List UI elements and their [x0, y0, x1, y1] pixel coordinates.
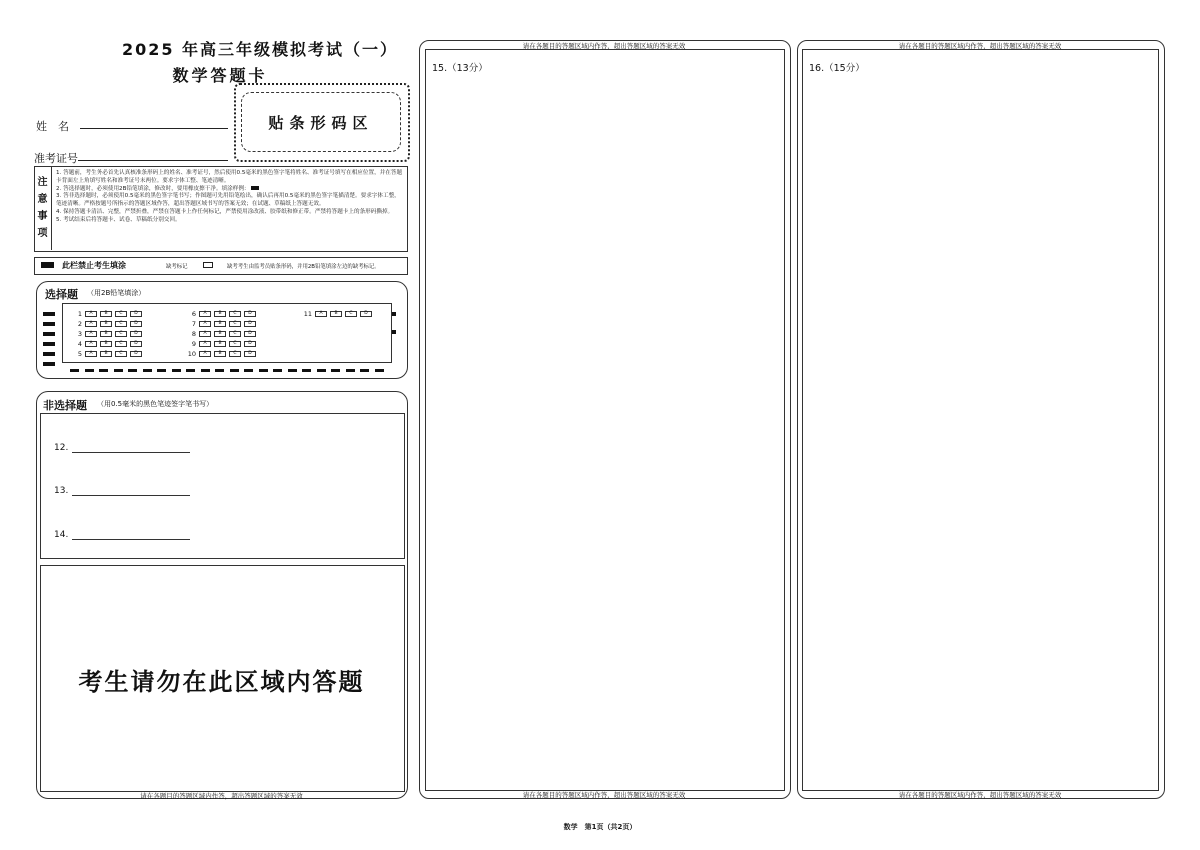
mc-option-bubble[interactable]: D: [130, 341, 142, 347]
notes-heading-char: 意: [37, 194, 48, 205]
mc-question-row: [72, 330, 142, 338]
timing-mark: [186, 369, 195, 372]
timing-mark: [346, 369, 355, 372]
exam-id-field[interactable]: [78, 160, 228, 161]
timing-mark: [302, 369, 311, 372]
timing-mark: [360, 369, 369, 372]
mc-option-bubble[interactable]: B: [214, 331, 226, 337]
mc-option-bubble[interactable]: C: [229, 351, 241, 357]
notes-heading-char: 项: [37, 228, 48, 239]
fill-in-answer-line[interactable]: [72, 539, 190, 540]
outside-area-warning: 请在各题目的答题区域内作答，超出答题区域的答案无效: [898, 791, 1062, 799]
mc-option-bubble[interactable]: A: [199, 341, 211, 347]
exam-id-label: 准考证号: [34, 152, 78, 165]
mc-option-bubble[interactable]: C: [229, 321, 241, 327]
mc-question-number: 8: [191, 330, 196, 338]
mc-option-bubble[interactable]: D: [130, 351, 142, 357]
mc-question-number: 11: [303, 310, 312, 318]
mc-question-row: [186, 350, 256, 358]
fill-in-box: [40, 413, 405, 559]
missing-mark-note: 缺考考生由监考员贴条形码，并用2B铅笔填涂左边的缺考标记。: [227, 264, 380, 270]
mc-option-bubble[interactable]: D: [244, 351, 256, 357]
mc-option-bubble[interactable]: A: [85, 321, 97, 327]
notes-heading-char: 注: [37, 177, 48, 188]
timing-mark: [114, 369, 123, 372]
multiple-choice-note: （用2B铅笔填涂）: [87, 289, 146, 297]
mc-option-bubble[interactable]: B: [214, 341, 226, 347]
mc-option-bubble[interactable]: A: [199, 321, 211, 327]
mc-question-row: [72, 350, 142, 358]
mc-option-bubble[interactable]: D: [130, 331, 142, 337]
mc-option-bubble[interactable]: D: [130, 311, 142, 317]
fill-in-number: 14.: [54, 530, 69, 540]
missing-mark-box[interactable]: [203, 262, 213, 268]
note-item: 5. 考试结束后将答题卡、试卷、草稿纸分别交回。: [56, 216, 181, 223]
note-item: 3. 答非选择题时，必须使用0.5毫米的黑色签字笔书写；作图题可先用铅笔绘出，确认后再用0.5毫米的黑色签字笔描清楚。要求字体工整，笔迹清晰。严格按题号所指示的答题区域作答，超出答题区域书写的答案无效；在试题、草稿纸上答题无效。: [56, 193, 400, 208]
mc-option-bubble[interactable]: C: [115, 321, 127, 327]
non-choice-title: 非选择题: [43, 399, 87, 412]
mc-option-bubble[interactable]: D: [360, 311, 372, 317]
mc-questions: [72, 310, 382, 360]
outside-area-warning: 请在各题目的答题区域内作答，超出答题区域的答案无效: [140, 792, 303, 800]
mc-question-number: 3: [77, 330, 82, 338]
mc-option-bubble[interactable]: D: [244, 331, 256, 337]
timing-mark: [128, 369, 137, 372]
timing-mark: [43, 322, 55, 326]
mc-option-bubble[interactable]: D: [244, 321, 256, 327]
timing-mark: [172, 369, 181, 372]
note-item: 4. 保持答题卡清洁、完整，严禁折叠，严禁在答题卡上作任何标记，严禁使用涂改液、胶带纸和修正带。严禁将答题卡上的条形码撕掉。: [56, 208, 394, 215]
mc-question-number: 5: [77, 350, 82, 358]
mc-option-bubble[interactable]: D: [130, 321, 142, 327]
fill-in-number: 13.: [54, 486, 69, 496]
question-label-15: 15.（13分）: [432, 63, 488, 74]
timing-mark: [43, 342, 55, 346]
mc-option-bubble[interactable]: A: [199, 331, 211, 337]
timing-mark: [331, 369, 340, 372]
mc-question-number: 4: [77, 340, 82, 348]
timing-mark: [288, 369, 297, 372]
mc-question-number: 2: [77, 320, 82, 328]
forbidden-label: 此栏禁止考生填涂: [62, 261, 126, 270]
notes-heading-char: 事: [37, 211, 48, 222]
timing-mark: [375, 369, 384, 372]
name-field[interactable]: [80, 128, 228, 129]
mc-option-bubble[interactable]: B: [330, 311, 342, 317]
timing-mark: [99, 369, 108, 372]
mc-question-number: 9: [191, 340, 196, 348]
mc-option-bubble[interactable]: A: [85, 341, 97, 347]
no-answer-text: 考生请勿在此区域内答题: [78, 668, 365, 696]
timing-mark: [143, 369, 152, 372]
timing-mark: [43, 332, 55, 336]
card-subtitle: 数学答题卡: [172, 66, 268, 85]
mc-option-bubble[interactable]: D: [244, 311, 256, 317]
mc-option-bubble[interactable]: A: [199, 311, 211, 317]
mc-question-number: 1: [77, 310, 82, 318]
mc-question-row: [186, 310, 256, 318]
mc-option-bubble[interactable]: A: [85, 331, 97, 337]
mc-option-bubble[interactable]: C: [115, 351, 127, 357]
outside-area-warning: 请在各题目的答题区域内作答，超出答题区域的答案无效: [522, 42, 686, 50]
timing-mark: [70, 369, 79, 372]
mc-option-bubble[interactable]: C: [115, 331, 127, 337]
mc-question-number: 10: [187, 350, 196, 358]
non-choice-note: （用0.5毫米的黑色笔迹签字笔书写）: [97, 400, 214, 408]
outside-area-warning: 请在各题目的答题区域内作答，超出答题区域的答案无效: [522, 791, 686, 799]
mc-option-bubble[interactable]: A: [85, 351, 97, 357]
exam-title: 2025 年高三年级模拟考试（一）: [121, 40, 399, 59]
timing-mark: [157, 369, 166, 372]
note-item: 1. 答题前，考生务必首先认真核准条形码上的姓名、准考证号，然后使用0.5毫米的黑色签字笔将姓名、准考证号填写在相应位置，并在答题卡背面左上角填写姓名和准考证号末两位。要求字体工整、笔迹清晰。: [56, 170, 403, 184]
mc-option-bubble[interactable]: B: [100, 311, 112, 317]
timing-mark: [259, 369, 268, 372]
mc-question-number: 7: [191, 320, 196, 328]
mc-option-bubble[interactable]: B: [100, 331, 112, 337]
timing-bar: [70, 369, 390, 373]
mc-question-row: [302, 310, 372, 318]
barcode-label: 贴条形码区: [241, 92, 401, 152]
timing-mark: [317, 369, 326, 372]
mc-option-bubble[interactable]: B: [214, 351, 226, 357]
timing-mark: [392, 330, 396, 334]
fill-in-answer-line[interactable]: [72, 495, 190, 496]
mc-option-bubble[interactable]: C: [115, 311, 127, 317]
timing-mark: [201, 369, 210, 372]
name-label: 姓 名: [36, 120, 69, 133]
notes-heading: [34, 166, 52, 250]
mc-question-number: 6: [191, 310, 196, 318]
fill-sample-mark: [251, 186, 259, 190]
timing-mark: [43, 362, 55, 366]
timing-mark: [244, 369, 253, 372]
mc-option-bubble[interactable]: B: [100, 351, 112, 357]
mc-option-bubble[interactable]: B: [100, 341, 112, 347]
outside-area-warning: 请在各题目的答题区域内作答，超出答题区域的答案无效: [898, 42, 1062, 50]
mc-option-bubble[interactable]: B: [214, 311, 226, 317]
mc-question-row: [186, 330, 256, 338]
notes-list: [56, 170, 404, 225]
timing-mark: [230, 369, 239, 372]
mc-option-bubble[interactable]: C: [345, 311, 357, 317]
mc-option-bubble[interactable]: A: [199, 351, 211, 357]
mc-question-row: [72, 310, 142, 318]
mc-option-bubble[interactable]: C: [229, 311, 241, 317]
mc-option-bubble[interactable]: D: [244, 341, 256, 347]
timing-mark: [273, 369, 282, 372]
answer-area-16[interactable]: [802, 49, 1159, 791]
answer-area-15[interactable]: [425, 49, 785, 791]
timing-mark: [215, 369, 224, 372]
missing-mark-label: 缺考标记: [166, 264, 188, 270]
mc-question-row: [186, 320, 256, 328]
mc-question-row: [72, 340, 142, 348]
mc-option-bubble[interactable]: B: [214, 321, 226, 327]
timing-mark: [85, 369, 94, 372]
multiple-choice-title: 选择题: [45, 288, 78, 301]
fill-in-number: 12.: [54, 443, 69, 453]
mc-option-bubble[interactable]: C: [229, 331, 241, 337]
mc-option-bubble[interactable]: B: [100, 321, 112, 327]
mc-question-row: [72, 320, 142, 328]
mc-question-row: [186, 340, 256, 348]
mc-option-bubble[interactable]: A: [85, 311, 97, 317]
mc-option-bubble[interactable]: C: [115, 341, 127, 347]
timing-mark: [43, 352, 55, 356]
note-item-text: 2. 答选择题时，必须使用2B铅笔填涂，修改时，要用橡皮擦干净。填涂样例：: [56, 185, 250, 192]
mc-option-bubble[interactable]: A: [315, 311, 327, 317]
timing-mark: [41, 262, 54, 268]
timing-mark: [392, 312, 396, 316]
mc-option-bubble[interactable]: C: [229, 341, 241, 347]
fill-in-answer-line[interactable]: [72, 452, 190, 453]
timing-mark: [43, 312, 55, 316]
question-label-16: 16.（15分）: [809, 63, 865, 74]
page-footer: 数学 第1页（共2页）: [563, 823, 637, 831]
